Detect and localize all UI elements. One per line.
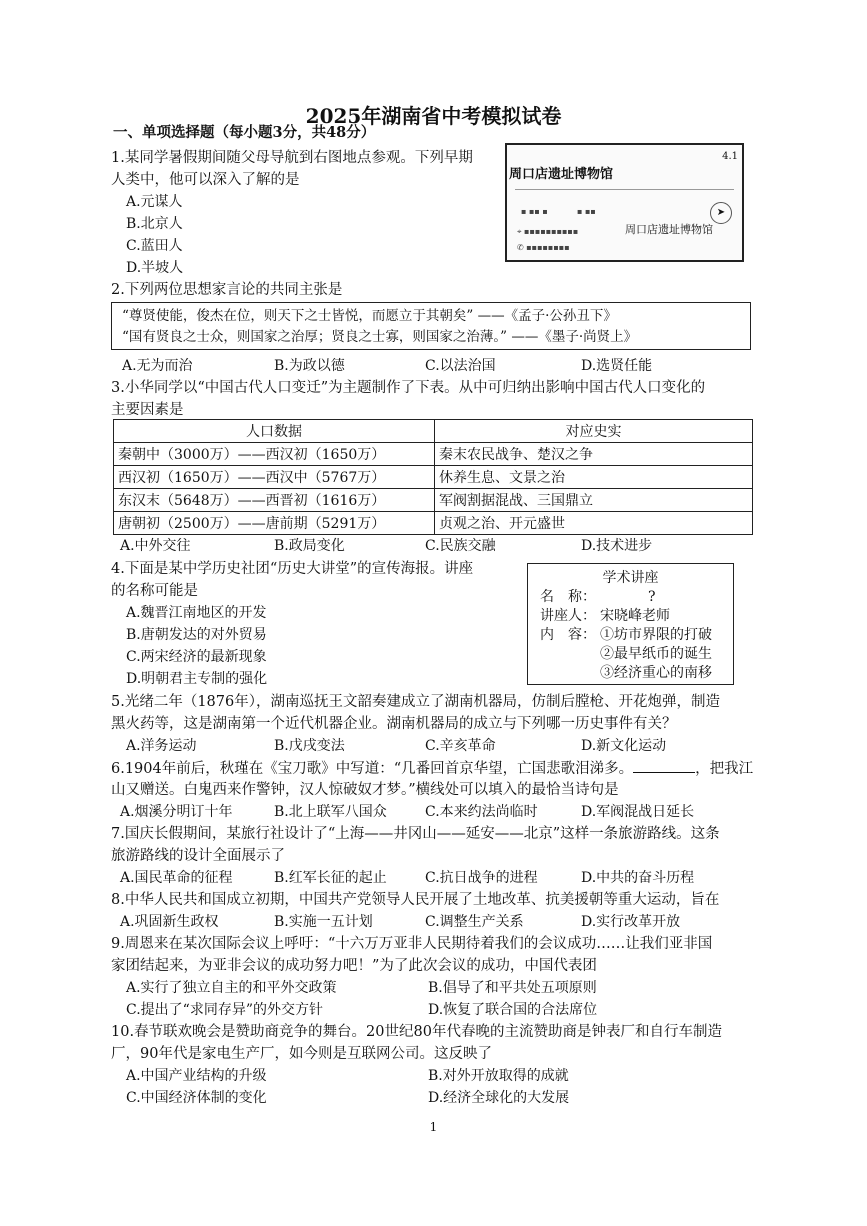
q3-stem-line2: 主要因素是 — [111, 402, 184, 418]
q9-option-d: D.恢复了联合国的合法席位 — [428, 1002, 598, 1018]
q6-option-d: D.军阀混战日延长 — [581, 804, 695, 820]
q4-option-d: D.明朝君主专制的强化 — [126, 671, 268, 687]
q2-option-a: A.无为而治 — [122, 358, 193, 374]
q5-option-b: B.戊戌变法 — [274, 738, 345, 754]
q7-stem-line1: 7.国庆长假期间，某旅行社设计了“上海——井冈山——延安——北京”这样一条旅游路线。这条 — [111, 826, 720, 842]
image-subheading: 周口店遗址博物馆 — [625, 223, 713, 236]
poster-content-item: ②最早纸币的诞生 — [600, 646, 712, 662]
q9-option-c: C.提出了“求同存异”的外交方针 — [126, 1002, 323, 1018]
q3-option-b: B.政局变化 — [274, 538, 345, 554]
image-heading: 周口店遗址博物馆 — [509, 167, 614, 182]
q4-stem-line2: 的名称可能是 — [111, 583, 198, 599]
q10-option-b: B.对外开放取得的成就 — [428, 1068, 569, 1084]
table-cell: 西汉初（1650万）——西汉中（5767万） — [114, 466, 435, 489]
q3-stem-line1: 3.小华同学以“中国古代人口变迁”为主题制作了下表。从中可归纳出影响中国古代人口变化的 — [111, 380, 706, 396]
poster-content-item: ③经济重心的南移 — [600, 665, 712, 681]
q7-stem-line2: 旅游路线的设计全面展示了 — [111, 848, 285, 864]
image-smudge-2: ▪ ▪▪ — [577, 207, 596, 216]
q6-option-c: C.本来约法尚临时 — [425, 804, 538, 820]
q5-option-c: C.辛亥革命 — [425, 738, 496, 754]
q7-option-c: C.抗日战争的进程 — [425, 870, 538, 886]
q4-stem-line1: 4.下面是某中学历史社团“历史大讲堂”的宣传海报。讲座 — [111, 561, 474, 577]
q6-stem-part2: ，把我江 — [695, 761, 754, 777]
poster-speaker-value: 宋晓峰老师 — [600, 608, 670, 624]
page-number: 1 — [429, 1120, 438, 1134]
q7-option-a: A.国民革命的征程 — [120, 870, 233, 886]
poster-speaker-label: 讲座人： — [540, 608, 596, 624]
poster-name-value: ? — [648, 589, 656, 605]
table-cell: 东汉末（5648万）——西晋初（1616万） — [114, 489, 435, 512]
location-pin-icon: ⌖ ▪▪▪▪▪▪▪▪▪▪ — [517, 227, 579, 236]
image-smudge-1: ▪ ▪▪ ▪ — [521, 207, 548, 216]
q3-option-a: A.中外交往 — [120, 538, 191, 554]
table-header-row — [114, 420, 753, 443]
q9-stem-line2: 家团结起来，为亚非会议的成功努力吧！”为了此次会议的成功，中国代表团 — [111, 958, 597, 974]
q7-option-b: B.红军长征的起止 — [274, 870, 387, 886]
phone-icon: ✆ ▪▪▪▪▪▪▪▪ — [517, 243, 570, 252]
population-table — [113, 419, 753, 535]
q2-quote-1: “尊贤使能，俊杰在位，则天下之士皆悦，而愿立于其朝矣” ——《孟子·公孙丑下》 — [122, 308, 617, 324]
q8-option-d: D.实行改革开放 — [581, 914, 681, 930]
q1-option-c: C.蓝田人 — [126, 238, 183, 254]
q3-option-d: D.技术进步 — [581, 538, 653, 554]
q2-option-b: B.为政以德 — [274, 358, 345, 374]
q10-option-a: A.中国产业结构的升级 — [126, 1068, 267, 1084]
q5-stem-line2: 黑火药等，这是湖南第一个近代机器企业。湖南机器局的成立与下列哪一历史事件有关？ — [111, 716, 677, 732]
q2-option-d: D.选贤任能 — [581, 358, 653, 374]
q6-stem-line1 — [111, 758, 753, 779]
q7-option-d: D.中共的奋斗历程 — [581, 870, 695, 886]
q6-stem-line2: 山又赠送。白鬼西来作警钟，汉人惊破奴才梦。”横线处可以填入的最恰当诗句是 — [111, 782, 619, 798]
poster-title: 学术讲座 — [602, 570, 659, 586]
q2-quote-box — [111, 302, 751, 350]
q5-option-a: A.洋务运动 — [126, 738, 197, 754]
poster-content-item: ①坊市界限的打破 — [600, 627, 712, 643]
section-heading: 一、单项选择题（每小题3分，共48分） — [113, 124, 376, 141]
q5-option-d: D.新文化运动 — [581, 738, 667, 754]
q1-option-a: A.元谋人 — [126, 194, 183, 210]
q5-stem-line1: 5.光绪二年（1876年），湖南巡抚王文韶奏建成立了湖南机器局，仿制后膛枪、开花炮弹，制造 — [111, 694, 720, 710]
table-row — [114, 512, 753, 535]
poster-content-label: 内 容： — [540, 627, 596, 643]
q1-stem-line1: 1.某同学暑假期间随父母导航到右图地点参观。下列早期 — [111, 150, 473, 166]
q8-option-b: B.实施一五计划 — [274, 914, 373, 930]
q6-option-a: A.烟溪分明订十年 — [120, 804, 233, 820]
q9-stem-line1: 9.周恩来在某次国际会议上呼吁：“十六万万亚非人民期待着我们的会议成功……让我们亚非国 — [111, 936, 713, 952]
table-row — [114, 443, 753, 466]
q10-stem-line1: 10.春节联欢晚会是赞助商竞争的舞台。20世纪80年代春晚的主流赞助商是钟表厂和自行车制造 — [111, 1024, 722, 1040]
q8-option-c: C.调整生产关系 — [425, 914, 524, 930]
q8-option-a: A.巩固新生政权 — [120, 914, 219, 930]
table-cell: 贞观之治、开元盛世 — [435, 512, 753, 535]
q4-option-a: A.魏晋江南地区的开发 — [126, 605, 267, 621]
q1-stem-line2: 人类中，他可以深入了解的是 — [111, 172, 300, 188]
q2-quote-2: “国有贤良之士众，则国家之治厚；贤良之士寡，则国家之治薄。” ——《墨子·尚贤上》 — [122, 329, 638, 345]
table-cell: 唐朝初（2500万）——唐前期（5291万） — [114, 512, 435, 535]
q9-option-a: A.实行了独立自主的和平外交政策 — [126, 980, 337, 996]
museum-navigation-image — [505, 143, 744, 262]
table-header-events: 对应史实 — [435, 420, 753, 443]
table-cell: 军阀割据混战、三国鼎立 — [435, 489, 753, 512]
q2-stem: 2.下列两位思想家言论的共同主张是 — [111, 282, 343, 298]
table-header-population: 人口数据 — [114, 420, 435, 443]
q6-stem-part1: 6.1904年前后，秋瑾在《宝刀歌》中写道：“几番回首京华望，亡国悲歌泪涕多。 — [111, 761, 634, 777]
table-row — [114, 489, 753, 512]
q1-option-b: B.北京人 — [126, 216, 183, 232]
q9-option-b: B.倡导了和平共处五项原则 — [428, 980, 597, 996]
q10-stem-line2: 厂，90年代是家电生产厂，如今则是互联网公司。这反映了 — [111, 1046, 492, 1062]
navigation-icon: ➤ — [710, 202, 732, 224]
image-corner-text: 4.1 — [722, 151, 738, 162]
lecture-poster — [527, 563, 734, 685]
q10-option-c: C.中国经济体制的变化 — [126, 1090, 267, 1106]
table-cell: 秦朝中（3000万）——西汉初（1650万） — [114, 443, 435, 466]
table-cell: 休养生息、文景之治 — [435, 466, 753, 489]
poster-name-label: 名 称： — [540, 589, 596, 605]
q8-stem: 8.中华人民共和国成立初期，中国共产党领导人民开展了土地改革、抗美援朝等重大运动，旨在 — [111, 892, 720, 908]
q10-option-d: D.经济全球化的大发展 — [428, 1090, 570, 1106]
table-row — [114, 466, 753, 489]
q4-option-b: B.唐朝发达的对外贸易 — [126, 627, 267, 643]
q6-option-b: B.北上联军八国众 — [274, 804, 387, 820]
q3-option-c: C.民族交融 — [425, 538, 496, 554]
table-cell: 秦末农民战争、楚汉之争 — [435, 443, 753, 466]
q4-option-c: C.两宋经济的最新现象 — [126, 649, 267, 665]
q1-option-d: D.半坡人 — [126, 260, 184, 276]
exam-title: 2025年湖南省中考模拟试卷 — [305, 104, 562, 128]
image-divider — [515, 189, 734, 190]
q6-fill-blank — [633, 758, 695, 773]
q2-option-c: C.以法治国 — [425, 358, 496, 374]
